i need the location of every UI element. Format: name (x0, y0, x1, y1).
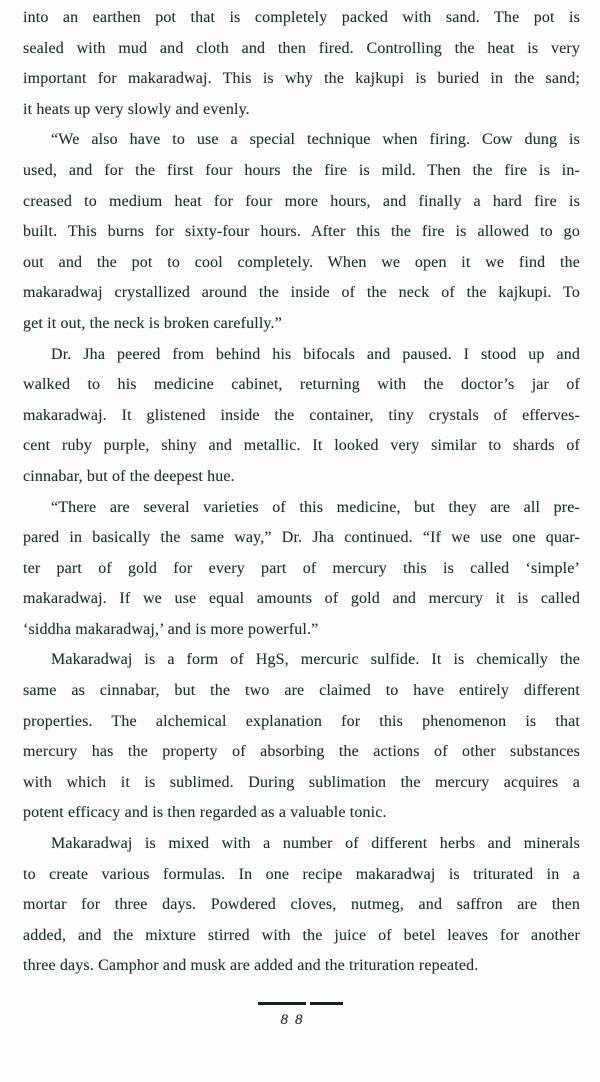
text-line: built. This burns for sixty-four hours. After this the fire is allowed to go (23, 223, 580, 241)
page-footer (0, 1002, 600, 1029)
text-line: ‘siddha makaradwaj,’ and is more powerful.” (23, 620, 319, 638)
text-line: out and the pot to cool completely. When we open it we find the (23, 253, 580, 271)
text-line: makaradwaj. It glistened inside the container, tiny crystals of efferves- (23, 406, 580, 424)
text-line: with which it is sublimed. During sublimation the mercury acquires a (23, 773, 580, 791)
section-divider (0, 1002, 600, 1005)
text-line: added, and the mixture stirred with the juice of betel leaves for another (23, 926, 580, 944)
text-line: Dr. Jha peered from behind his bifocals and paused. I stood up and (51, 345, 580, 363)
text-line: Makaradwaj is mixed with a number of different herbs and minerals (51, 835, 580, 853)
text-line: mercury has the property of absorbing the actions of other substances (23, 743, 580, 761)
text-line: creased to medium heat for four more hours, and finally a hard fire is (23, 192, 580, 210)
page-text (23, 3, 580, 982)
text-line: cent ruby purple, shiny and metallic. It looked very similar to shards of (23, 437, 580, 455)
text-line: into an earthen pot that is completely packed with sand. The pot is (23, 9, 580, 26)
text-line: walked to his medicine cabinet, returning with the doctor’s jar of (23, 376, 580, 394)
text-line: sealed with mud and cloth and then fired. Controlling the heat is very (23, 39, 580, 57)
text-line: makaradwaj. If we use equal amounts of gold and mercury it is called (23, 590, 580, 608)
text-line: “We also have to use a special technique when firing. Cow dung is (51, 131, 580, 149)
text-line: pared in basically the same way,” Dr. Jha continued. “If we use one quar- (23, 529, 580, 547)
text-line: cinnabar, but of the deepest hue. (23, 467, 235, 485)
text-line: get it out, the neck is broken carefully.” (23, 314, 282, 332)
text-line: to create various formulas. In one recipe makaradwaj is triturated in a (23, 865, 580, 883)
page-number: 88 (280, 1012, 310, 1028)
text-line: makaradwaj crystallized around the inside of the neck of the kajkupi. To (23, 284, 580, 302)
text-line: “There are several varieties of this medicine, but they are all pre- (51, 498, 580, 516)
text-line: important for makaradwaj. This is why the kajkupi is buried in the sand; (23, 70, 580, 88)
text-line: Makaradwaj is a form of HgS, mercuric sulfide. It is chemically the (51, 651, 580, 669)
text-line: properties. The alchemical explanation for this phenomenon is that (23, 712, 580, 730)
text-line: three days. Camphor and musk are added and the trituration repeated. (23, 957, 479, 975)
text-line: potent efficacy and is then regarded as a valuable tonic. (23, 804, 387, 822)
text-line: used, and for the first four hours the fire is mild. Then the fire is in- (23, 161, 580, 179)
text-line: same as cinnabar, but the two are claimed to have entirely different (23, 682, 580, 700)
text-line: ter part of gold for every part of mercury this is called ‘simple’ (23, 559, 580, 577)
divider-segment-long (258, 1002, 306, 1005)
text-line: it heats up very slowly and evenly. (23, 100, 250, 118)
divider-segment-short (310, 1002, 343, 1005)
text-line: mortar for three days. Powdered cloves, nutmeg, and saffron are then (23, 896, 580, 914)
